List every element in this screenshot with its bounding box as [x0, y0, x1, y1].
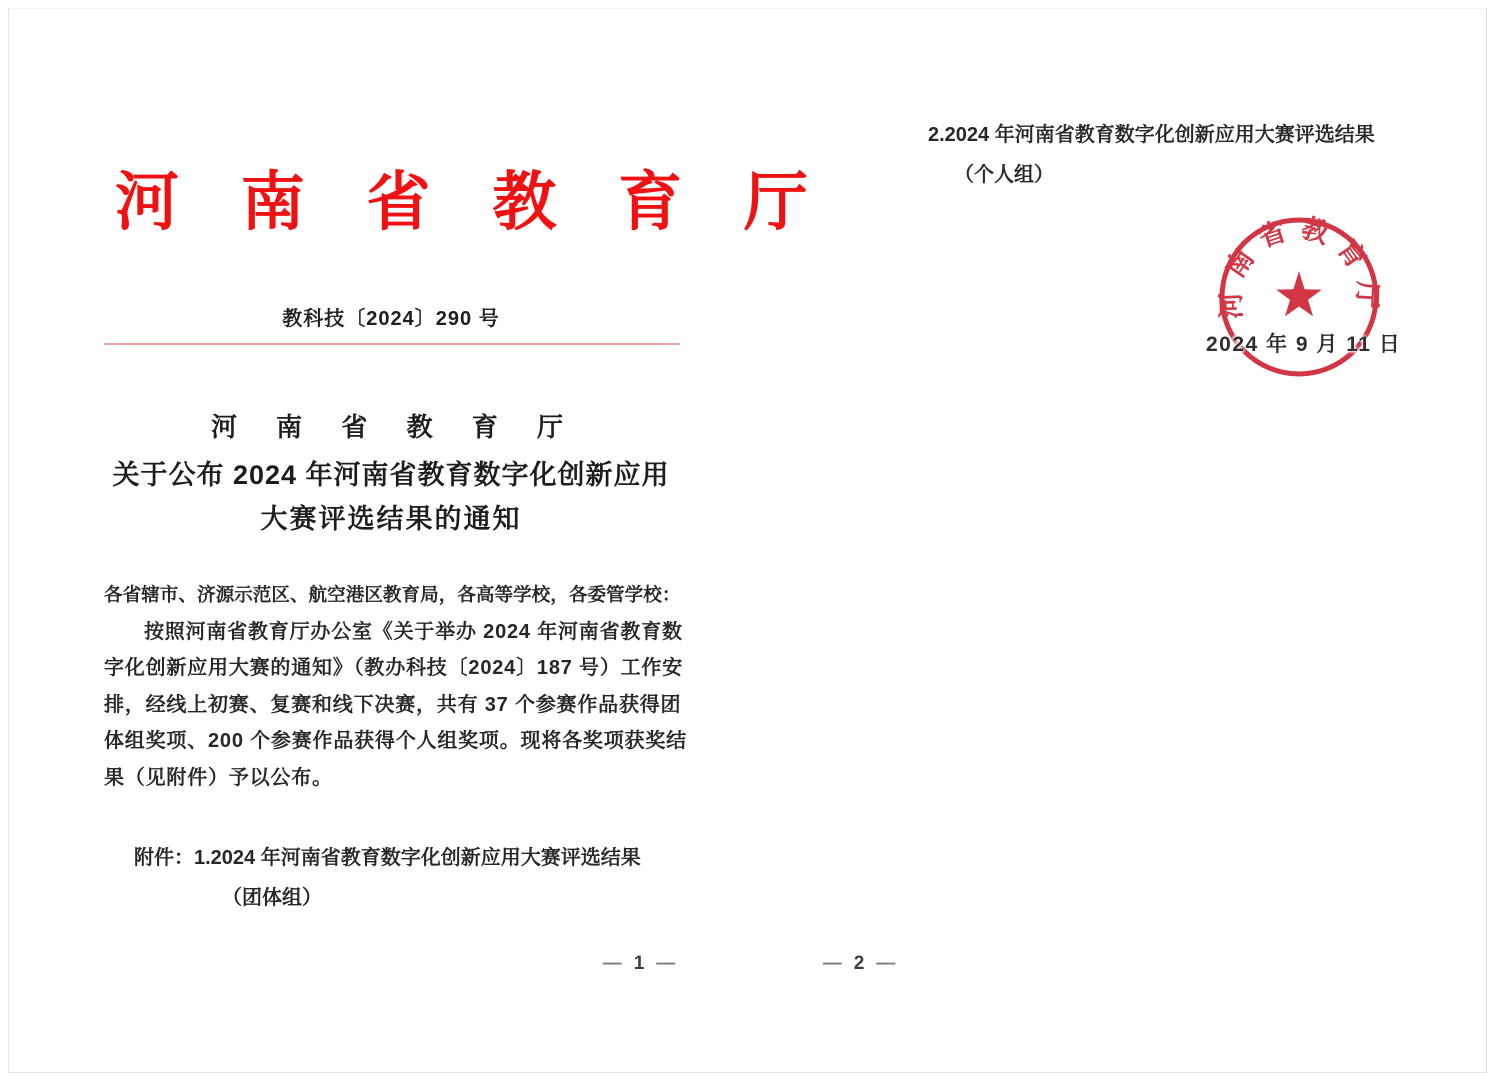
- issue-date: 2024 年 9 月 11 日: [1206, 333, 1402, 356]
- body-line: 果（见附件）予以公布。: [104, 766, 333, 789]
- red-divider-line: [104, 343, 680, 345]
- body-line: 体组奖项、200 个参赛作品获得个人组奖项。现将各奖项获奖结: [104, 730, 687, 753]
- attachment-item-1: 附件：1.2024 年河南省教育数字化创新应用大赛评选结果: [134, 847, 641, 869]
- title-line-3: 大赛评选结果的通知: [260, 504, 522, 534]
- official-seal: [1199, 197, 1402, 397]
- page-number-dash: —: [602, 953, 622, 974]
- body-line: 各省辖市、济源示范区、航空港区教育局，各高等学校，各委管学校：: [104, 584, 681, 605]
- notice-body: [104, 577, 687, 797]
- page-number-1: [584, 953, 694, 975]
- seal-arc-text: 河南省教育厅: [1215, 212, 1383, 320]
- page-number-dash: —: [656, 953, 676, 974]
- attachment-item-2-group: （个人组）: [954, 164, 1054, 186]
- body-line: 排，经线上初赛、复赛和线下决赛，共有 37 个参赛作品获得团: [104, 693, 682, 716]
- notice-title: [102, 410, 680, 536]
- doc-number: 教科技〔2024〕290 号: [282, 308, 500, 330]
- attachment-list-continued: [928, 115, 1448, 195]
- title-line-2: 关于公布 2024 年河南省教育数字化创新应用: [112, 460, 670, 490]
- attachment-item-2: 2.2024 年河南省教育数字化创新应用大赛评选结果: [928, 124, 1375, 146]
- title-line-1: 河 南 省 教 育 厅: [210, 412, 580, 442]
- page-number-dash: —: [876, 953, 896, 974]
- page-number-2: [804, 953, 914, 975]
- seal-star-icon: [1276, 271, 1322, 316]
- body-line: 按照河南省教育厅办公室《关于举办 2024 年河南省教育数: [144, 620, 683, 643]
- agency-header: 河 南 省 教 育 厅: [115, 166, 830, 238]
- attachment-item-1-group: （团体组）: [222, 886, 322, 909]
- page-number-dash: —: [822, 953, 842, 974]
- body-line: 字化创新应用大赛的通知》（教办科技〔2024〕187 号）工作安: [104, 657, 684, 680]
- attachment-list: [134, 839, 694, 918]
- page-number-value: 2: [853, 953, 865, 974]
- page-number-value: 1: [633, 953, 645, 974]
